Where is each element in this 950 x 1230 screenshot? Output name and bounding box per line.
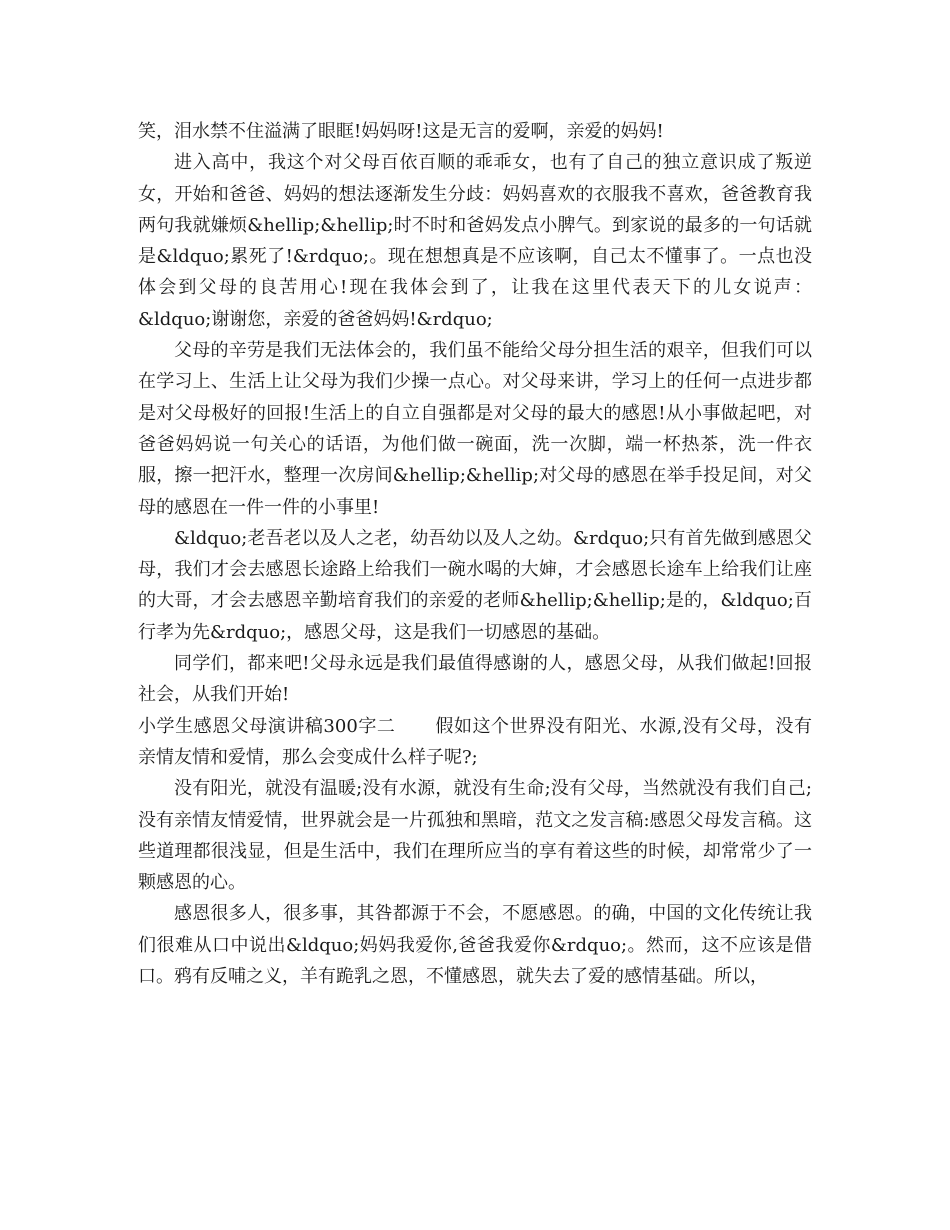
section-heading-paragraph: [138, 711, 812, 774]
paragraph-1: 笑，泪水禁不住溢满了眼眶!妈妈呀!这是无言的爱啊，亲爱的妈妈!: [138, 121, 664, 142]
paragraph-3: 父母的辛劳是我们无法体会的，我们虽不能给父母分担生活的艰辛，但我们可以在学习上、生活上让父母为我们少操一点心。对父母来讲，学习上的任何一点进步都是对父母极好的回报!生活上的自立自强都是对父母的最大的感恩!从小事做起吧，对爸爸妈妈说一句关心的话语，为他们做一碗面，洗一次脚，端一杯热茶，洗一件衣服，擦一把汗水，整理一次房间&hellip;&hellip;对父母的感恩在举手投足间，对父母的感恩在一件一件的小事里!: [138, 340, 812, 518]
paragraph-6: 没有阳光，就没有温暖;没有水源，就没有生命;没有父母，当然就没有我们自己;没有亲情友情爱情，世界就会是一片孤独和黑暗，范文之发言稿:感恩父母发言稿。这些道理都很浅显，但是生活中，我们在理所应当的享有着这些的时候，却常常少了一颗感恩的心。: [138, 778, 812, 894]
paragraph-5: 同学们，都来吧!父母永远是我们最值得感谢的人，感恩父母，从我们做起!回报社会，从我们开始!: [138, 653, 812, 706]
document-body: [138, 116, 812, 992]
paragraph-2: 进入高中，我这个对父母百依百顺的乖乖女，也有了自己的独立意识成了叛逆女，开始和爸爸、妈妈的想法逐渐发生分歧：妈妈喜欢的衣服我不喜欢，爸爸教育我两句我就嫌烦&hellip;&hellip;时不时和爸妈发点小脾气。到家说的最多的一句话就是&ldquo;累死了!&rdquo;。现在想想真是不应该啊，自己太不懂事了。一点也没体会到父母的良苦用心!现在我体会到了，让我在这里代表天下的儿女说声：&ldquo;谢谢您，亲爱的爸爸妈妈!&rdquo;: [138, 152, 812, 330]
section-title: 小学生感恩父母演讲稿300字二: [138, 715, 396, 737]
section-first-text: 假如这个世界没有阳光、水源,没有父母，没有亲情友情和爱情，那么会变成什么样子呢?;: [138, 715, 812, 768]
paragraph-7: 感恩很多人，很多事，其咎都源于不会，不愿感恩。的确，中国的文化传统让我们很难从口中说出&ldquo;妈妈我爱你,爸爸我爱你&rdquo;。然而，这不应该是借口。鸦有反哺之义，羊有跪乳之恩，不懂感恩，就失去了爱的感情基础。所以，: [138, 903, 812, 988]
paragraph-4: &ldquo;老吾老以及人之老，幼吾幼以及人之幼。&rdquo;只有首先做到感恩父母，我们才会去感恩长途路上给我们一碗水喝的大婶，才会感恩长途车上给我们让座的大哥，才会去感恩辛勤培育我们的亲爱的老师&hellip;&hellip;是的，&ldquo;百行孝为先&rdquo;，感恩父母，这是我们一切感恩的基础。: [138, 527, 812, 643]
